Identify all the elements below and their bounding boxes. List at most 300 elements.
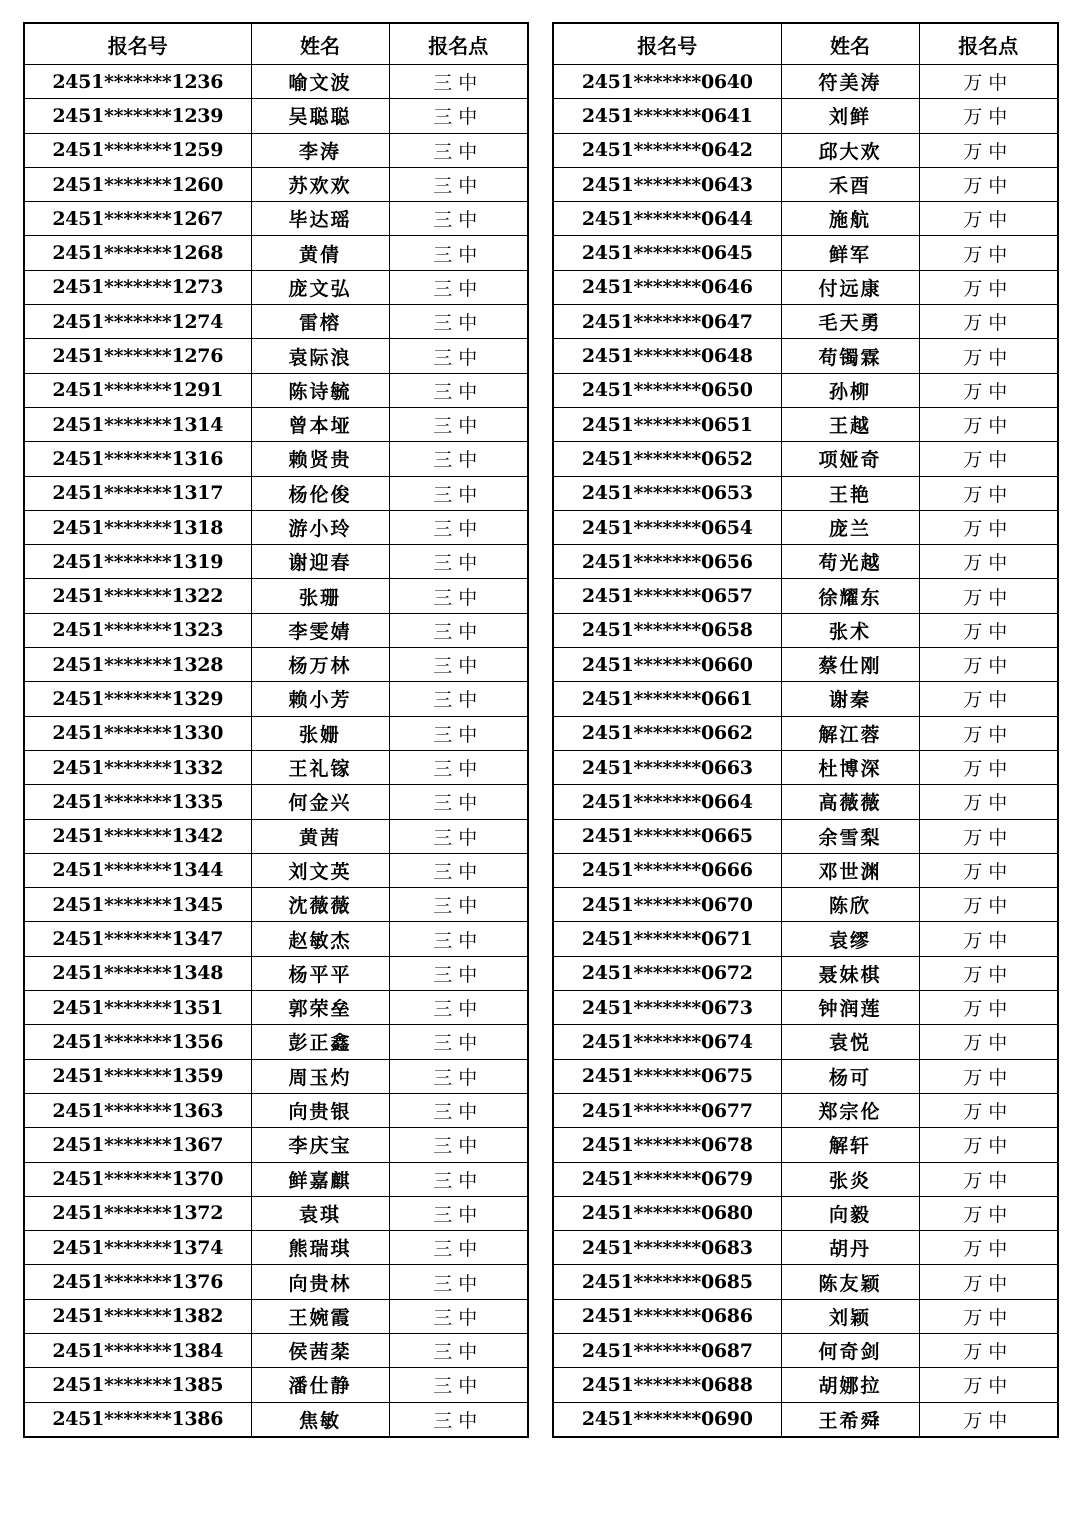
- registration-number-cell: 2451*******1372: [24, 1196, 251, 1230]
- registration-number-cell: 2451*******1348: [24, 956, 251, 990]
- registration-site-cell: 万中: [919, 442, 1058, 476]
- registration-site-cell: 万中: [919, 476, 1058, 510]
- table-row: [553, 99, 1058, 133]
- registration-site-cell: 三中: [389, 1231, 528, 1265]
- registration-site-cell: 万中: [919, 167, 1058, 201]
- registration-site-cell: 三中: [389, 99, 528, 133]
- name-cell: 解轩: [781, 1128, 919, 1162]
- registration-site-cell: 万中: [919, 1162, 1058, 1196]
- registration-number-cell: 2451*******0686: [553, 1299, 781, 1333]
- name-cell: 高薇薇: [781, 785, 919, 819]
- name-cell: 邱大欢: [781, 133, 919, 167]
- registration-site-cell: 万中: [919, 922, 1058, 956]
- name-cell: 陈诗毓: [251, 373, 389, 407]
- table-row: [553, 922, 1058, 956]
- registration-number-cell: 2451*******1367: [24, 1128, 251, 1162]
- name-cell: 庞兰: [781, 510, 919, 544]
- registration-number-cell: 2451*******0644: [553, 202, 781, 236]
- registration-site-cell: 三中: [389, 545, 528, 579]
- registration-number-cell: 2451*******1335: [24, 785, 251, 819]
- registration-number-cell: 2451*******0648: [553, 339, 781, 373]
- header-registration-number: 报名号: [24, 23, 251, 65]
- registration-site-cell: 万中: [919, 1231, 1058, 1265]
- registration-number-cell: 2451*******0647: [553, 305, 781, 339]
- table-header-row: [24, 23, 528, 65]
- name-cell: 施航: [781, 202, 919, 236]
- registration-site-cell: 万中: [919, 339, 1058, 373]
- name-cell: 陈欣: [781, 888, 919, 922]
- registration-number-cell: 2451*******0641: [553, 99, 781, 133]
- registration-site-cell: 万中: [919, 99, 1058, 133]
- registration-site-cell: 三中: [389, 991, 528, 1025]
- table-row: [553, 476, 1058, 510]
- registration-site-cell: 万中: [919, 1402, 1058, 1437]
- table-row: [24, 1059, 528, 1093]
- name-cell: 袁悦: [781, 1025, 919, 1059]
- registration-number-cell: 2451*******0678: [553, 1128, 781, 1162]
- table-row: [553, 270, 1058, 304]
- header-registration-site: 报名点: [919, 23, 1058, 65]
- header-registration-number: 报名号: [553, 23, 781, 65]
- registration-number-cell: 2451*******1239: [24, 99, 251, 133]
- table-row: [24, 65, 528, 99]
- table-row: [553, 339, 1058, 373]
- name-cell: 王艳: [781, 476, 919, 510]
- name-cell: 王礼镓: [251, 750, 389, 784]
- registration-site-cell: 万中: [919, 545, 1058, 579]
- name-cell: 向贵银: [251, 1093, 389, 1127]
- registration-site-cell: 三中: [389, 1128, 528, 1162]
- registration-site-cell: 三中: [389, 339, 528, 373]
- name-cell: 李雯婧: [251, 613, 389, 647]
- registration-number-cell: 2451*******0661: [553, 682, 781, 716]
- registration-number-cell: 2451*******0652: [553, 442, 781, 476]
- name-cell: 刘颖: [781, 1299, 919, 1333]
- table-row: [24, 99, 528, 133]
- registration-site-cell: 三中: [389, 270, 528, 304]
- registration-site-cell: 万中: [919, 305, 1058, 339]
- table-row: [24, 1333, 528, 1367]
- name-cell: 谢迎春: [251, 545, 389, 579]
- header-registration-site: 报名点: [389, 23, 528, 65]
- table-row: [553, 819, 1058, 853]
- name-cell: 毛天勇: [781, 305, 919, 339]
- table-row: [24, 1093, 528, 1127]
- name-cell: 杨平平: [251, 956, 389, 990]
- name-cell: 蔡仕刚: [781, 648, 919, 682]
- registration-number-cell: 2451*******0670: [553, 888, 781, 922]
- registration-site-cell: 万中: [919, 1333, 1058, 1367]
- registration-number-cell: 2451*******1370: [24, 1162, 251, 1196]
- registration-number-cell: 2451*******0658: [553, 613, 781, 647]
- table-row: [24, 1128, 528, 1162]
- registration-site-cell: 三中: [389, 648, 528, 682]
- name-cell: 赵敏杰: [251, 922, 389, 956]
- table-row: [553, 1265, 1058, 1299]
- registration-site-cell: 三中: [389, 716, 528, 750]
- name-cell: 黄茜: [251, 819, 389, 853]
- table-row: [553, 682, 1058, 716]
- table-row: [24, 1265, 528, 1299]
- registration-site-cell: 万中: [919, 1368, 1058, 1402]
- registration-number-cell: 2451*******0690: [553, 1402, 781, 1437]
- table-row: [24, 1025, 528, 1059]
- table-row: [553, 407, 1058, 441]
- table-row: [24, 888, 528, 922]
- registration-site-cell: 三中: [389, 407, 528, 441]
- registration-number-cell: 2451*******1317: [24, 476, 251, 510]
- registration-number-cell: 2451*******0660: [553, 648, 781, 682]
- registration-number-cell: 2451*******1359: [24, 1059, 251, 1093]
- name-cell: 王越: [781, 407, 919, 441]
- registration-number-cell: 2451*******0654: [553, 510, 781, 544]
- registration-number-cell: 2451*******0664: [553, 785, 781, 819]
- table-row: [24, 956, 528, 990]
- registration-site-cell: 三中: [389, 1333, 528, 1367]
- name-cell: 雷榕: [251, 305, 389, 339]
- registration-site-cell: 万中: [919, 1093, 1058, 1127]
- registration-number-cell: 2451*******0671: [553, 922, 781, 956]
- right-table-body: [553, 65, 1058, 1437]
- registration-site-cell: 三中: [389, 785, 528, 819]
- name-cell: 孙柳: [781, 373, 919, 407]
- name-cell: 杨万林: [251, 648, 389, 682]
- table-row: [553, 1299, 1058, 1333]
- table-row: [24, 648, 528, 682]
- table-row: [553, 305, 1058, 339]
- table-row: [24, 750, 528, 784]
- right-registration-table: [552, 22, 1059, 1438]
- table-row: [24, 133, 528, 167]
- name-cell: 李庆宝: [251, 1128, 389, 1162]
- registration-number-cell: 2451*******1314: [24, 407, 251, 441]
- registration-site-cell: 万中: [919, 750, 1058, 784]
- registration-number-cell: 2451*******1291: [24, 373, 251, 407]
- table-row: [24, 579, 528, 613]
- registration-site-cell: 三中: [389, 1025, 528, 1059]
- table-row: [24, 991, 528, 1025]
- registration-site-cell: 三中: [389, 819, 528, 853]
- name-cell: 周玉灼: [251, 1059, 389, 1093]
- registration-number-cell: 2451*******0680: [553, 1196, 781, 1230]
- registration-number-cell: 2451*******0657: [553, 579, 781, 613]
- registration-number-cell: 2451*******1273: [24, 270, 251, 304]
- registration-number-cell: 2451*******1316: [24, 442, 251, 476]
- registration-site-cell: 万中: [919, 1059, 1058, 1093]
- registration-number-cell: 2451*******1318: [24, 510, 251, 544]
- table-row: [24, 407, 528, 441]
- name-cell: 向贵林: [251, 1265, 389, 1299]
- registration-site-cell: 三中: [389, 922, 528, 956]
- registration-number-cell: 2451*******1328: [24, 648, 251, 682]
- left-registration-table: [23, 22, 529, 1438]
- name-cell: 袁缪: [781, 922, 919, 956]
- registration-site-cell: 万中: [919, 65, 1058, 99]
- registration-number-cell: 2451*******1363: [24, 1093, 251, 1127]
- table-row: [553, 167, 1058, 201]
- name-cell: 张术: [781, 613, 919, 647]
- registration-site-cell: 三中: [389, 305, 528, 339]
- registration-number-cell: 2451*******1344: [24, 853, 251, 887]
- name-cell: 袁琪: [251, 1196, 389, 1230]
- header-name: 姓名: [251, 23, 389, 65]
- registration-number-cell: 2451*******1276: [24, 339, 251, 373]
- table-row: [553, 716, 1058, 750]
- table-row: [24, 1368, 528, 1402]
- name-cell: 余雪梨: [781, 819, 919, 853]
- name-cell: 李涛: [251, 133, 389, 167]
- name-cell: 毕达瑶: [251, 202, 389, 236]
- name-cell: 谢秦: [781, 682, 919, 716]
- registration-site-cell: 万中: [919, 1265, 1058, 1299]
- registration-site-cell: 三中: [389, 956, 528, 990]
- name-cell: 喻文波: [251, 65, 389, 99]
- name-cell: 鲜军: [781, 236, 919, 270]
- name-cell: 张炎: [781, 1162, 919, 1196]
- name-cell: 赖贤贵: [251, 442, 389, 476]
- registration-number-cell: 2451*******0688: [553, 1368, 781, 1402]
- name-cell: 曾本垭: [251, 407, 389, 441]
- registration-number-cell: 2451*******0683: [553, 1231, 781, 1265]
- table-row: [24, 1299, 528, 1333]
- registration-number-cell: 2451*******0651: [553, 407, 781, 441]
- registration-number-cell: 2451*******1267: [24, 202, 251, 236]
- registration-number-cell: 2451*******1236: [24, 65, 251, 99]
- table-row: [24, 922, 528, 956]
- name-cell: 吴聪聪: [251, 99, 389, 133]
- name-cell: 项娅奇: [781, 442, 919, 476]
- table-row: [553, 648, 1058, 682]
- registration-site-cell: 三中: [389, 613, 528, 647]
- table-row: [24, 270, 528, 304]
- name-cell: 苟光越: [781, 545, 919, 579]
- name-cell: 焦敏: [251, 1402, 389, 1437]
- registration-site-cell: 三中: [389, 133, 528, 167]
- table-row: [24, 819, 528, 853]
- table-row: [24, 853, 528, 887]
- registration-site-cell: 三中: [389, 1265, 528, 1299]
- registration-number-cell: 2451*******1386: [24, 1402, 251, 1437]
- table-row: [553, 1333, 1058, 1367]
- table-row: [24, 476, 528, 510]
- name-cell: 熊瑞琪: [251, 1231, 389, 1265]
- table-row: [553, 510, 1058, 544]
- table-row: [553, 613, 1058, 647]
- table-row: [24, 339, 528, 373]
- registration-site-cell: 万中: [919, 1299, 1058, 1333]
- registration-site-cell: 万中: [919, 853, 1058, 887]
- registration-number-cell: 2451*******1376: [24, 1265, 251, 1299]
- name-cell: 何金兴: [251, 785, 389, 819]
- table-row: [553, 1025, 1058, 1059]
- registration-number-cell: 2451*******0656: [553, 545, 781, 579]
- name-cell: 张姗: [251, 716, 389, 750]
- registration-site-cell: 三中: [389, 442, 528, 476]
- table-row: [553, 442, 1058, 476]
- table-row: [553, 202, 1058, 236]
- name-cell: 刘文英: [251, 853, 389, 887]
- table-row: [553, 1196, 1058, 1230]
- header-name: 姓名: [781, 23, 919, 65]
- registration-number-cell: 2451*******1385: [24, 1368, 251, 1402]
- registration-number-cell: 2451*******0677: [553, 1093, 781, 1127]
- registration-site-cell: 万中: [919, 236, 1058, 270]
- registration-number-cell: 2451*******1351: [24, 991, 251, 1025]
- table-row: [24, 613, 528, 647]
- registration-number-cell: 2451*******0687: [553, 1333, 781, 1367]
- registration-number-cell: 2451*******1259: [24, 133, 251, 167]
- registration-number-cell: 2451*******1268: [24, 236, 251, 270]
- table-row: [24, 1196, 528, 1230]
- left-table-body: [24, 65, 528, 1437]
- registration-site-cell: 三中: [389, 373, 528, 407]
- registration-number-cell: 2451*******0646: [553, 270, 781, 304]
- registration-site-cell: 万中: [919, 888, 1058, 922]
- registration-number-cell: 2451*******0666: [553, 853, 781, 887]
- registration-number-cell: 2451*******0645: [553, 236, 781, 270]
- table-row: [553, 545, 1058, 579]
- registration-number-cell: 2451*******0650: [553, 373, 781, 407]
- registration-site-cell: 万中: [919, 716, 1058, 750]
- name-cell: 符美涛: [781, 65, 919, 99]
- table-row: [553, 1162, 1058, 1196]
- registration-number-cell: 2451*******1323: [24, 613, 251, 647]
- registration-number-cell: 2451*******1382: [24, 1299, 251, 1333]
- name-cell: 钟润莲: [781, 991, 919, 1025]
- name-cell: 王婉霞: [251, 1299, 389, 1333]
- name-cell: 邓世渊: [781, 853, 919, 887]
- table-row: [24, 236, 528, 270]
- table-row: [24, 510, 528, 544]
- name-cell: 陈友颖: [781, 1265, 919, 1299]
- table-row: [553, 991, 1058, 1025]
- table-row: [553, 1368, 1058, 1402]
- registration-number-cell: 2451*******1322: [24, 579, 251, 613]
- registration-number-cell: 2451*******1260: [24, 167, 251, 201]
- name-cell: 苟镯霖: [781, 339, 919, 373]
- registration-site-cell: 三中: [389, 853, 528, 887]
- registration-number-cell: 2451*******0640: [553, 65, 781, 99]
- table-row: [553, 750, 1058, 784]
- registration-site-cell: 三中: [389, 888, 528, 922]
- registration-number-cell: 2451*******1274: [24, 305, 251, 339]
- registration-site-cell: 万中: [919, 1196, 1058, 1230]
- registration-site-cell: 万中: [919, 785, 1058, 819]
- registration-number-cell: 2451*******0675: [553, 1059, 781, 1093]
- registration-site-cell: 三中: [389, 1059, 528, 1093]
- name-cell: 赖小芳: [251, 682, 389, 716]
- table-header-row: [553, 23, 1058, 65]
- registration-site-cell: 万中: [919, 991, 1058, 1025]
- name-cell: 黄倩: [251, 236, 389, 270]
- table-row: [24, 1402, 528, 1437]
- table-row: [553, 1231, 1058, 1265]
- table-row: [553, 373, 1058, 407]
- table-row: [24, 716, 528, 750]
- table-row: [553, 853, 1058, 887]
- registration-number-cell: 2451*******1347: [24, 922, 251, 956]
- registration-site-cell: 万中: [919, 956, 1058, 990]
- name-cell: 庞文弘: [251, 270, 389, 304]
- registration-site-cell: 万中: [919, 407, 1058, 441]
- name-cell: 游小玲: [251, 510, 389, 544]
- registration-number-cell: 2451*******0679: [553, 1162, 781, 1196]
- name-cell: 张珊: [251, 579, 389, 613]
- name-cell: 郑宗伦: [781, 1093, 919, 1127]
- registration-number-cell: 2451*******0673: [553, 991, 781, 1025]
- registration-site-cell: 三中: [389, 682, 528, 716]
- registration-site-cell: 万中: [919, 1025, 1058, 1059]
- registration-site-cell: 三中: [389, 202, 528, 236]
- registration-number-cell: 2451*******1356: [24, 1025, 251, 1059]
- registration-site-cell: 三中: [389, 236, 528, 270]
- registration-site-cell: 万中: [919, 613, 1058, 647]
- registration-site-cell: 万中: [919, 510, 1058, 544]
- name-cell: 付远康: [781, 270, 919, 304]
- registration-site-cell: 三中: [389, 1162, 528, 1196]
- name-cell: 徐耀东: [781, 579, 919, 613]
- registration-site-cell: 三中: [389, 750, 528, 784]
- table-row: [24, 167, 528, 201]
- table-row: [553, 1059, 1058, 1093]
- table-row: [553, 65, 1058, 99]
- registration-site-cell: 三中: [389, 579, 528, 613]
- registration-number-cell: 2451*******0642: [553, 133, 781, 167]
- table-row: [24, 785, 528, 819]
- registration-number-cell: 2451*******0663: [553, 750, 781, 784]
- table-row: [553, 956, 1058, 990]
- registration-number-cell: 2451*******1345: [24, 888, 251, 922]
- registration-site-cell: 万中: [919, 270, 1058, 304]
- table-row: [24, 373, 528, 407]
- table-row: [24, 442, 528, 476]
- name-cell: 聂妹棋: [781, 956, 919, 990]
- registration-number-cell: 2451*******0672: [553, 956, 781, 990]
- registration-site-cell: 万中: [919, 819, 1058, 853]
- registration-number-cell: 2451*******0674: [553, 1025, 781, 1059]
- name-cell: 禾酉: [781, 167, 919, 201]
- name-cell: 胡娜拉: [781, 1368, 919, 1402]
- registration-site-cell: 万中: [919, 202, 1058, 236]
- registration-site-cell: 三中: [389, 65, 528, 99]
- name-cell: 胡丹: [781, 1231, 919, 1265]
- table-row: [24, 545, 528, 579]
- table-row: [553, 1402, 1058, 1437]
- name-cell: 彭正鑫: [251, 1025, 389, 1059]
- name-cell: 向毅: [781, 1196, 919, 1230]
- registration-number-cell: 2451*******1319: [24, 545, 251, 579]
- registration-number-cell: 2451*******0643: [553, 167, 781, 201]
- name-cell: 袁际浪: [251, 339, 389, 373]
- table-row: [553, 888, 1058, 922]
- registration-site-cell: 万中: [919, 579, 1058, 613]
- name-cell: 杜博深: [781, 750, 919, 784]
- registration-number-cell: 2451*******0685: [553, 1265, 781, 1299]
- registration-site-cell: 三中: [389, 476, 528, 510]
- table-row: [553, 133, 1058, 167]
- table-row: [553, 579, 1058, 613]
- table-row: [24, 1162, 528, 1196]
- table-row: [24, 682, 528, 716]
- name-cell: 杨可: [781, 1059, 919, 1093]
- registration-site-cell: 三中: [389, 1299, 528, 1333]
- name-cell: 王希舜: [781, 1402, 919, 1437]
- registration-site-cell: 三中: [389, 1402, 528, 1437]
- registration-number-cell: 2451*******1342: [24, 819, 251, 853]
- table-row: [553, 1093, 1058, 1127]
- registration-number-cell: 2451*******0653: [553, 476, 781, 510]
- registration-site-cell: 三中: [389, 510, 528, 544]
